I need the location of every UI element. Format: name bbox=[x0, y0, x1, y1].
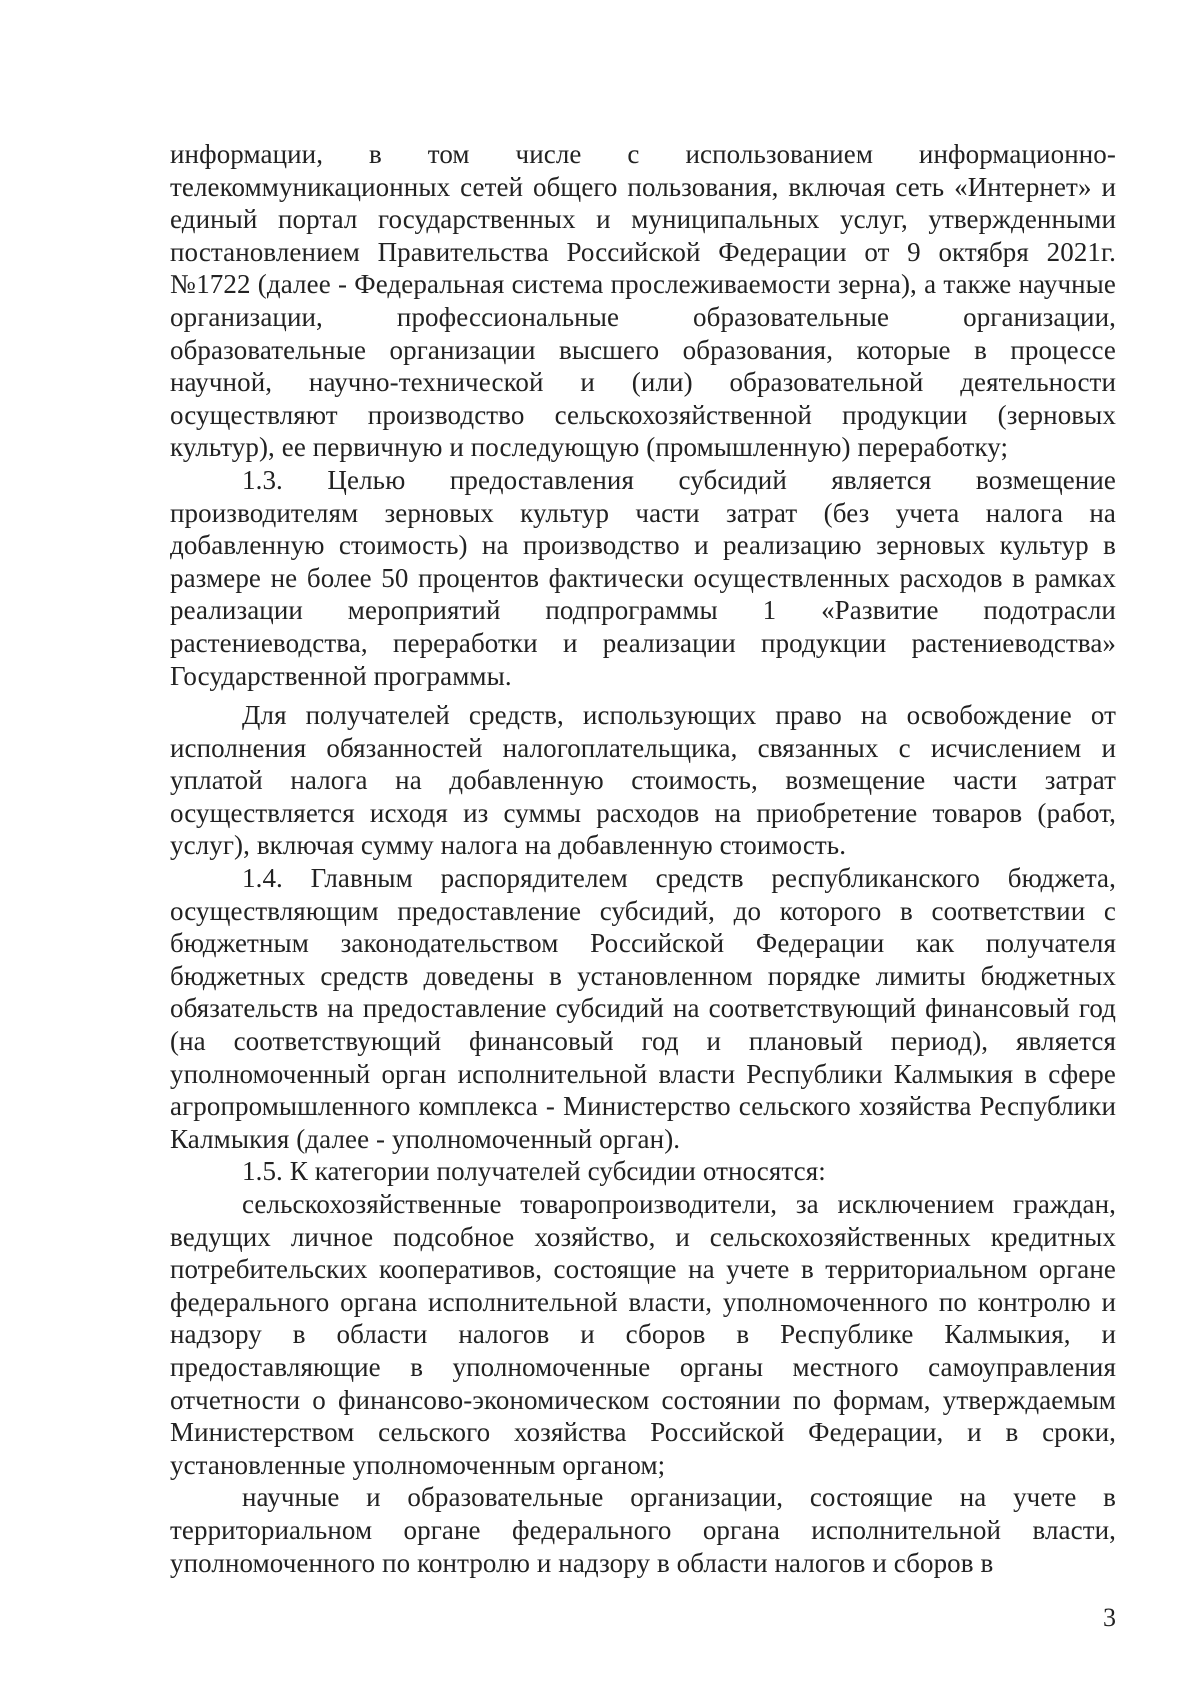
paragraph-1-3-purpose: 1.3. Целью предоставления субсидий является возмещение производителям зерновых культур части затрат (без учета налога на добавленную стоимость) на производство и реализацию зерновых культур в размере не более 50 процентов фактически осуществленных расходов в рамках реализации мероприятий подпрограммы 1 «Развитие подотрасли растениеводства, переработки и реализации продукции растениеводства» Государственной программы. bbox=[170, 464, 1116, 691]
paragraph-vat-exemption: Для получателей средств, использующих право на освобождение от исполнения обязанностей налогоплательщика, связанных с исчислением и уплатой налога на добавленную стоимость, возмещение части затрат осуществляется исходя из суммы расходов на приобретение товаров (работ, услуг), включая сумму налога на добавленную стоимость. bbox=[170, 700, 1116, 861]
paragraph-agricultural-producers: сельскохозяйственные товаропроизводители, за исключением граждан, ведущих личное подсобное хозяйство, и сельскохозяйственных кредитных потребительских кооперативов, состоящие на учете в территориальном органе федерального органа исполнительной власти, уполномоченного по контролю и надзору в области налогов и сборов в Республике Калмыкия, и предоставляющие в уполномоченные органы местного самоуправления отчетности о финансово-экономическом состоянии по формам, утверждаемым Министерством сельского хозяйства Российской Федерации, и в сроки, установленные уполномоченным органом; bbox=[170, 1189, 1116, 1480]
paragraph-1-5-recipient-categories: 1.5. К категории получателей субсидии относятся: bbox=[242, 1156, 826, 1187]
paragraph-continued-information: информации, в том числе с использованием информационно-телекоммуникационных сетей общего пользования, включая сеть «Интернет» и единый портал государственных и муниципальных услуг, утвержденными постановлением Правительства Российской Федерации от 9 октября 2021г. №1722 (далее - Федеральная система прослеживаемости зерна), а также научные организации, профессиональные образовательные организации, образовательные организации высшего образования, которые в процессе научной, научно-технической и (или) образовательной деятельности осуществляют производство сельскохозяйственной продукции (зерновых культур), ее первичную и последующую (промышленную) переработку; bbox=[170, 139, 1116, 463]
page-number: 3 bbox=[1103, 1603, 1116, 1632]
paragraph-1-4-main-administrator: 1.4. Главным распорядителем средств республиканского бюджета, осуществляющим предоставление субсидий, до которого в соответствии с бюджетным законодательством Российской Федерации как получателя бюджетных средств доведены в установленном порядке лимиты бюджетных обязательств на предоставление субсидий на соответствующий финансовый год (на соответствующий финансовый год и плановый период), является уполномоченный орган исполнительной власти Республики Калмыкия в сфере агропромышленного комплекса - Министерство сельского хозяйства Республики Калмыкия (далее - уполномоченный орган). bbox=[170, 863, 1116, 1154]
document-body bbox=[170, 138, 1116, 1579]
paragraph-scientific-organizations: научные и образовательные организации, состоящие на учете в территориальном органе федерального органа исполнительной власти, уполномоченного по контролю и надзору в области налогов и сборов в bbox=[170, 1482, 1116, 1578]
